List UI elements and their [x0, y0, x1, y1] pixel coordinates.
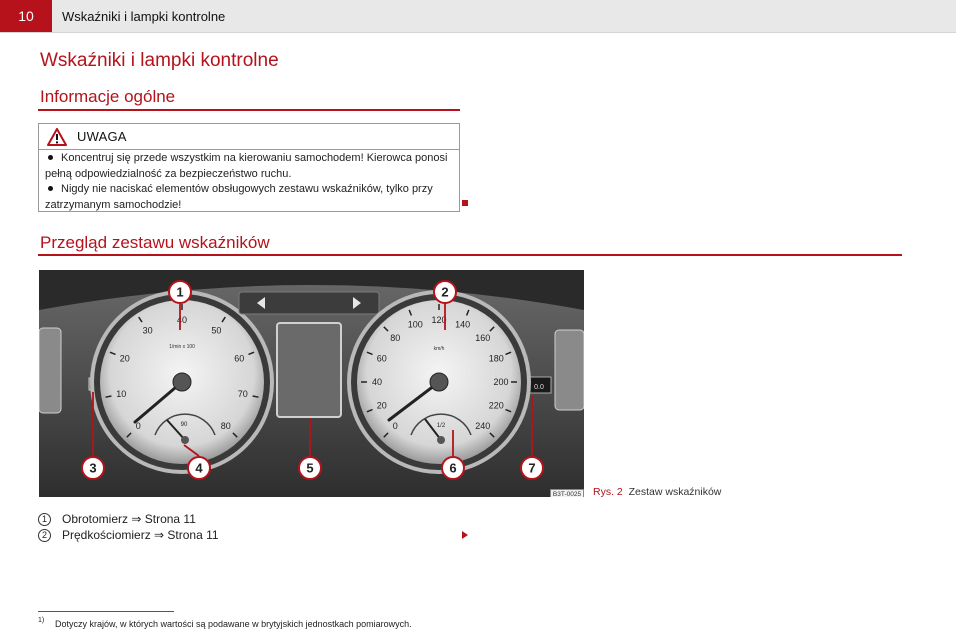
bullet-icon: [48, 186, 53, 191]
section-title-overview: Przegląd zestawu wskaźników: [40, 233, 270, 252]
continue-arrow-icon: [462, 531, 468, 539]
figure-caption-label: Rys. 2: [593, 486, 623, 498]
legend-number-icon: 2: [38, 529, 51, 542]
tachometer-tick-label: 80: [220, 420, 231, 431]
speedometer-tick-label: 240: [475, 420, 491, 431]
callout-number-6: 6: [449, 460, 457, 476]
instrument-cluster-figure: [39, 270, 584, 497]
multifunction-display: [277, 323, 341, 417]
page-number: 10: [0, 0, 52, 32]
tachometer-unit: 1/min x 100: [169, 344, 195, 350]
footnote-mark: 1): [38, 617, 45, 624]
speedometer-unit: km/h: [433, 346, 445, 352]
tachometer-tick-label: 50: [211, 325, 222, 336]
speedometer-tick-label: 20: [376, 400, 387, 411]
tachometer-tick-label: 20: [119, 353, 130, 364]
legend-link-tachometer[interactable]: Obrotomierz ⇒ Strona 11: [62, 512, 196, 526]
left-side-pod: [39, 328, 61, 413]
speedometer-tick-label: 100: [407, 319, 423, 330]
fuel-hub: [437, 436, 445, 444]
tachometer-tick-label: 30: [142, 325, 153, 336]
warning-box: [38, 123, 460, 212]
warning-title: UWAGA: [77, 129, 127, 144]
section-title-general: Informacje ogólne: [40, 87, 176, 106]
warning-divider: [39, 149, 459, 150]
speedometer-tick-label: 200: [493, 377, 509, 387]
tachometer-tick-label: 0: [135, 420, 141, 431]
section-rule: [38, 109, 460, 111]
legend-link-speedometer[interactable]: Prędkościomierz ⇒ Strona 11: [62, 528, 219, 542]
right-side-pod: [555, 330, 584, 410]
tachometer-tick-label: 10: [116, 389, 127, 400]
instrument-cluster-image: [39, 270, 584, 497]
warning-header: [39, 124, 459, 149]
speedometer-tick-label: 180: [488, 353, 504, 364]
speedometer-tick-label: 40: [371, 377, 383, 387]
tachometer-hub: [173, 373, 191, 391]
warning-triangle-icon: [47, 128, 67, 146]
speedometer-tick-label: 80: [390, 333, 401, 344]
callout-number-3: 3: [89, 460, 97, 476]
figure-caption-text: Zestaw wskaźników: [628, 486, 722, 498]
chapter-title: Wskaźniki i lampki kontrolne: [40, 50, 279, 71]
temperature-hub: [181, 436, 189, 444]
speedometer-tick-label: 160: [475, 333, 491, 344]
bullet-icon: [48, 155, 53, 160]
speedometer-hub: [430, 373, 448, 391]
tachometer-tick-label: 60: [234, 353, 245, 364]
warning-item: [45, 151, 453, 182]
temperature-label: 90: [180, 422, 188, 428]
tachometer-tick-label: 40: [176, 315, 188, 325]
figure-code: B3T-0025: [550, 489, 584, 497]
warning-item-text: Koncentruj się przede wszystkim na kierowaniu samochodem! Kierowca ponosi pełną odpowiedzialność za bezpieczeństwo ruchu.: [45, 152, 448, 180]
end-of-section-icon: [462, 200, 468, 206]
section-rule: [38, 254, 902, 256]
callout-number-7: 7: [528, 460, 536, 476]
running-title: Wskaźniki i lampki kontrolne: [62, 9, 226, 24]
speedometer-tick-label: 220: [488, 400, 504, 411]
speedometer-tick-label: 120: [431, 315, 447, 325]
figure-caption: [593, 486, 721, 498]
footnote-text: Dotyczy krajów, w których wartości są podawane w brytyjskich jednostkach pomiarowych.: [55, 619, 412, 629]
tachometer-tick-label: 70: [237, 389, 248, 400]
speedometer-tick-label: 140: [455, 319, 471, 330]
fuel-label: 1/2: [436, 423, 446, 429]
callout-number-4: 4: [195, 460, 203, 476]
callout-number-1: 1: [176, 284, 184, 300]
callout-number-5: 5: [306, 460, 314, 476]
warning-item: [45, 182, 453, 213]
legend-number-icon: 1: [38, 513, 51, 526]
warning-item-text: Nigdy nie naciskać elementów obsługowych zestawu wskaźników, tylko przy zatrzymanym samochodzie!: [45, 183, 433, 211]
speedometer-tick-label: 0: [392, 420, 398, 431]
callout-number-2: 2: [441, 284, 449, 300]
speedometer-tick-label: 60: [376, 353, 387, 364]
warning-text: [45, 151, 453, 213]
footnote-rule: [38, 611, 174, 612]
odometer-reading: 0.0: [534, 384, 544, 391]
